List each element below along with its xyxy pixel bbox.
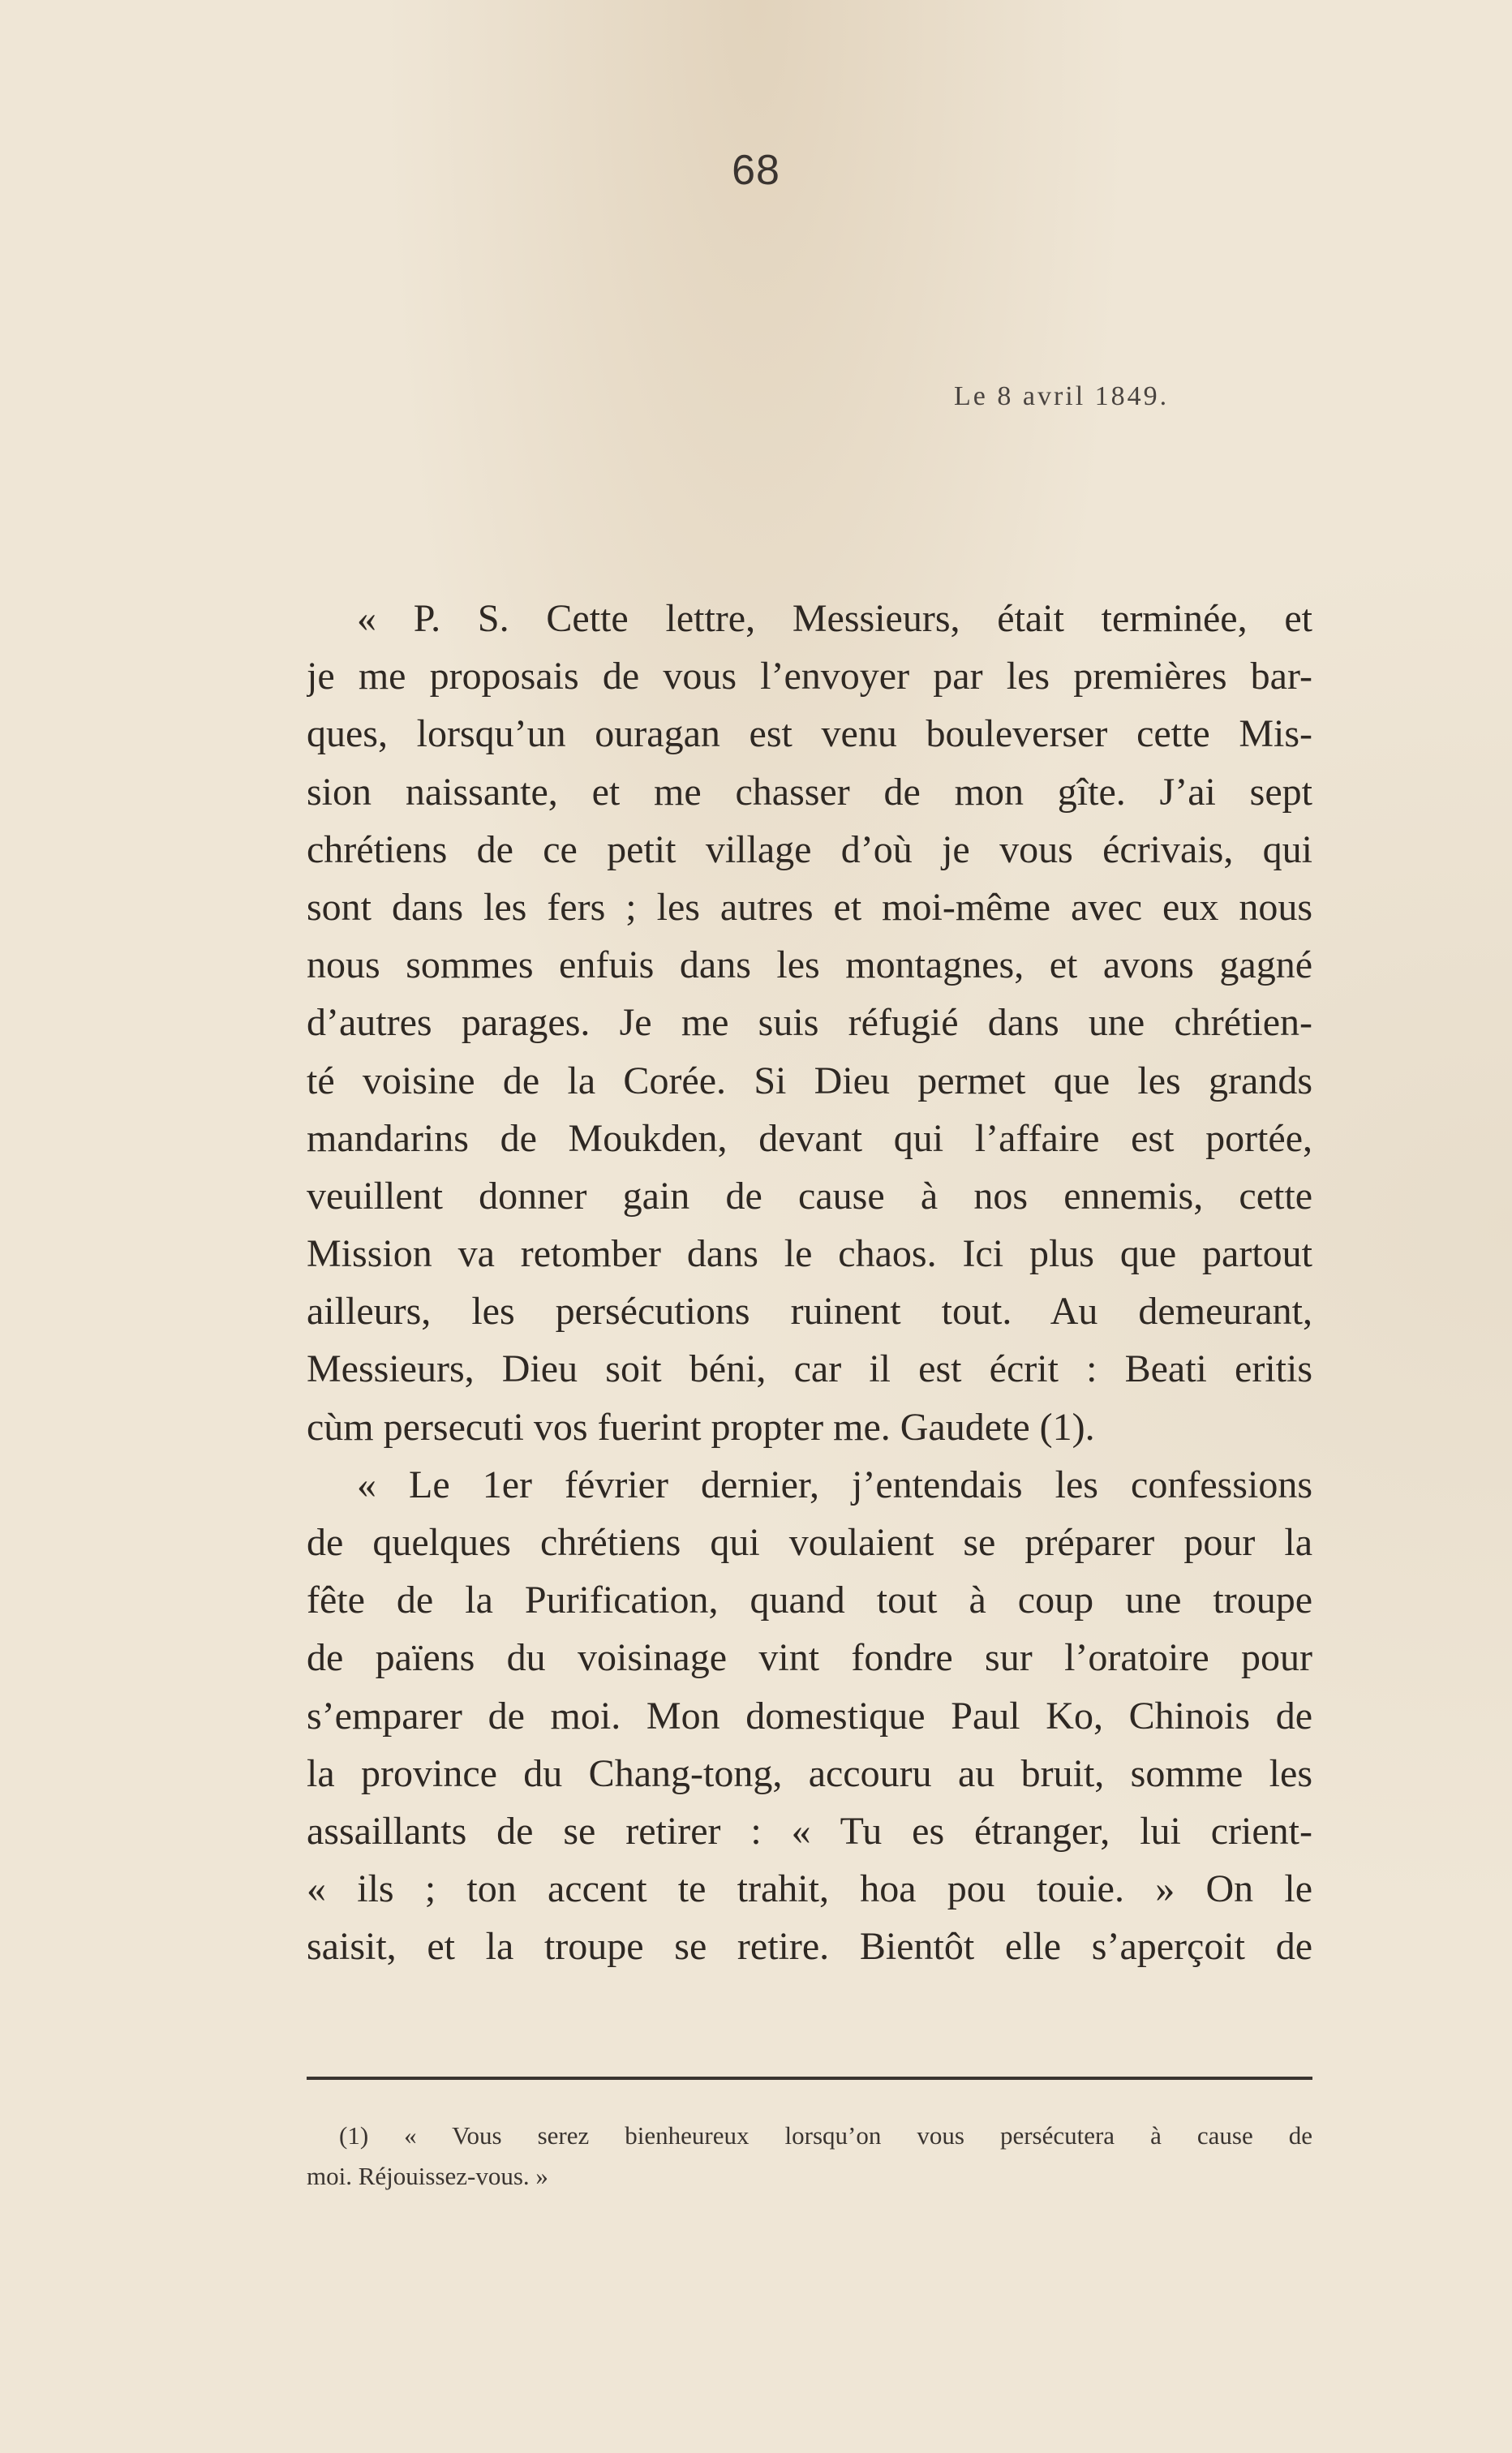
text-line: Mission va retomber dans le chaos. Ici plus que partout bbox=[307, 1232, 1312, 1276]
text-line: Messieurs, Dieu soit béni, car il est écrit : Beati eritis bbox=[307, 1347, 1312, 1391]
text-line: sont dans les fers ; les autres et moi-même avec eux nous bbox=[307, 885, 1312, 929]
text-line: mandarins de Moukden, devant qui l’affaire est portée, bbox=[307, 1116, 1312, 1160]
footnote-divider bbox=[307, 2077, 1312, 2080]
dateline: Le 8 avril 1849. bbox=[954, 381, 1170, 411]
text-line: la province du Chang-tong, accouru au bruit, somme les bbox=[307, 1751, 1312, 1795]
text-line: de païens du voisinage vint fondre sur l’oratoire pour bbox=[307, 1636, 1312, 1680]
text-line: « Le 1er février dernier, j’entendais les confessions bbox=[357, 1463, 1312, 1506]
text-line: veuillent donner gain de cause à nos ennemis, cette bbox=[307, 1174, 1312, 1218]
text-line: té voisine de la Corée. Si Dieu permet que les grands bbox=[307, 1059, 1312, 1102]
text-line: « P. S. Cette lettre, Messieurs, était terminée, et bbox=[357, 597, 1312, 640]
body-text bbox=[307, 590, 1312, 1976]
text-line: cùm persecuti vos fuerint propter me. Gaudete (1). bbox=[307, 1405, 1095, 1449]
footnote-line: moi. Réjouissez-vous. » bbox=[307, 2162, 548, 2190]
text-line: nous sommes enfuis dans les montagnes, et avons gagné bbox=[307, 943, 1312, 987]
page-number: 68 bbox=[732, 147, 780, 194]
text-line: chrétiens de ce petit village d’où je vous écrivais, qui bbox=[307, 827, 1312, 871]
text-line: saisit, et la troupe se retire. Bientôt elle s’aperçoit de bbox=[307, 1925, 1312, 1969]
text-line: ques, lorsqu’un ouragan est venu bouleverser cette Mis- bbox=[307, 712, 1312, 756]
text-line: « ils ; ton accent te trahit, hoa pou touie. » On le bbox=[307, 1867, 1312, 1911]
text-line: d’autres parages. Je me suis réfugié dans une chrétien- bbox=[307, 1001, 1312, 1045]
text-line: ailleurs, les persécutions ruinent tout. Au demeurant, bbox=[307, 1290, 1312, 1334]
text-line: s’emparer de moi. Mon domestique Paul Ko, Chinois de bbox=[307, 1694, 1312, 1738]
text-line: fête de la Purification, quand tout à coup une troupe bbox=[307, 1579, 1312, 1622]
text-line: assaillants de se retirer : « Tu es étranger, lui crient- bbox=[307, 1809, 1312, 1853]
text-line: je me proposais de vous l’envoyer par les premières bar- bbox=[307, 655, 1312, 698]
footnote-line: (1) « Vous serez bienheureux lorsqu’on vous persécutera à cause de bbox=[339, 2121, 1312, 2150]
text-line: de quelques chrétiens qui voulaient se préparer pour la bbox=[307, 1521, 1312, 1564]
footnotes bbox=[307, 2116, 1312, 2197]
text-line: sion naissante, et me chasser de mon gîte. J’ai sept bbox=[307, 770, 1312, 814]
